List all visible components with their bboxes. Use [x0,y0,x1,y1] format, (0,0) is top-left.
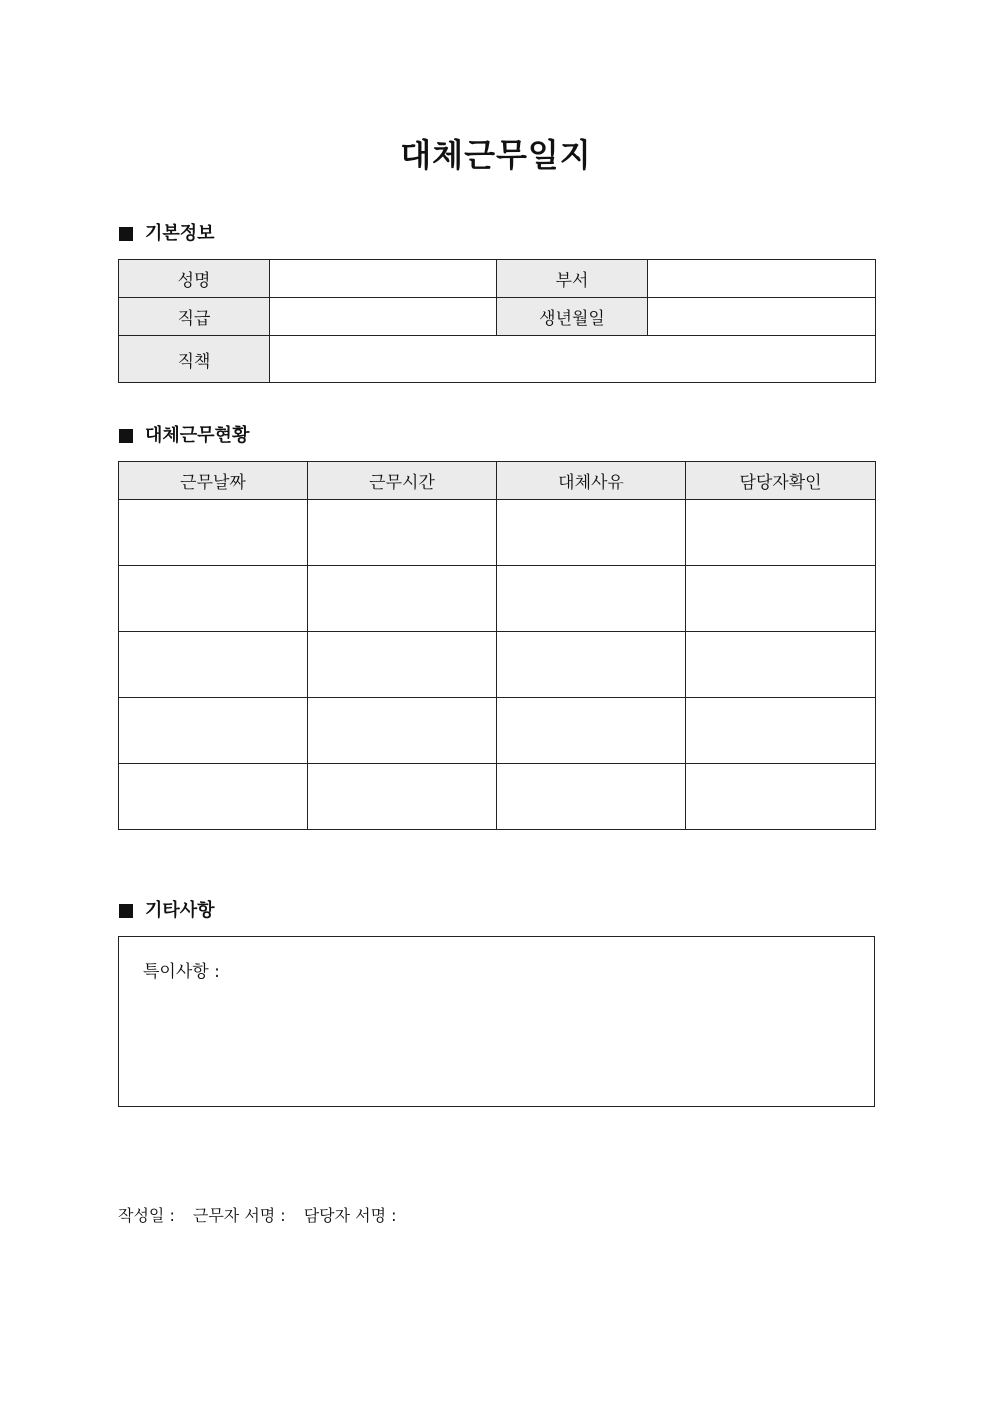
rank-label: 직급 [119,298,270,336]
table-row [119,260,876,298]
work-date-cell[interactable] [119,698,308,764]
work-date-cell[interactable] [119,632,308,698]
square-bullet-icon [119,227,133,241]
work-time-cell[interactable] [308,698,497,764]
work-time-cell[interactable] [308,632,497,698]
work-date-cell[interactable] [119,764,308,830]
rank-field[interactable] [270,298,497,336]
manager-check-cell[interactable] [686,566,876,632]
work-date-cell[interactable] [119,500,308,566]
date-label: 작성일 : [118,1206,175,1225]
reason-cell[interactable] [497,632,686,698]
square-bullet-icon [119,904,133,918]
manager-sign-label: 담당자 서명 : [303,1206,397,1225]
notes-box[interactable] [118,936,875,1107]
work-time-cell[interactable] [308,566,497,632]
work-time-cell[interactable] [308,500,497,566]
reason-cell[interactable] [497,566,686,632]
dept-field[interactable] [648,260,876,298]
footer-signature-line [118,1205,415,1227]
table-row [119,566,876,632]
work-status-table [118,461,876,830]
manager-check-cell[interactable] [686,632,876,698]
table-row [119,336,876,383]
position-label: 직책 [119,336,270,383]
dept-label: 부서 [497,260,648,298]
birth-field[interactable] [648,298,876,336]
table-row [119,698,876,764]
header-work-date: 근무날짜 [119,462,308,500]
table-row [119,764,876,830]
reason-cell[interactable] [497,764,686,830]
section-heading-label: 기본정보 [145,223,215,244]
basic-info-table [118,259,876,383]
table-header-row [119,462,876,500]
section-heading-label: 대체근무현황 [145,425,250,446]
header-manager-check: 담당자확인 [686,462,876,500]
square-bullet-icon [119,429,133,443]
manager-check-cell[interactable] [686,500,876,566]
table-row [119,632,876,698]
manager-check-cell[interactable] [686,764,876,830]
document-title: 대체근무일지 [400,136,592,174]
table-row [119,500,876,566]
position-field[interactable] [270,336,876,383]
reason-cell[interactable] [497,698,686,764]
section-heading-work-status [119,423,249,449]
work-date-cell[interactable] [119,566,308,632]
worker-sign-label: 근무자 서명 : [192,1206,286,1225]
section-heading-basic-info [119,221,215,247]
header-work-time: 근무시간 [308,462,497,500]
section-heading-etc [119,898,215,924]
header-reason: 대체사유 [497,462,686,500]
notes-label: 특이사항 : [143,962,220,982]
name-field[interactable] [270,260,497,298]
manager-check-cell[interactable] [686,698,876,764]
work-time-cell[interactable] [308,764,497,830]
section-heading-label: 기타사항 [145,900,215,921]
birth-label: 생년월일 [497,298,648,336]
table-row [119,298,876,336]
reason-cell[interactable] [497,500,686,566]
name-label: 성명 [119,260,270,298]
